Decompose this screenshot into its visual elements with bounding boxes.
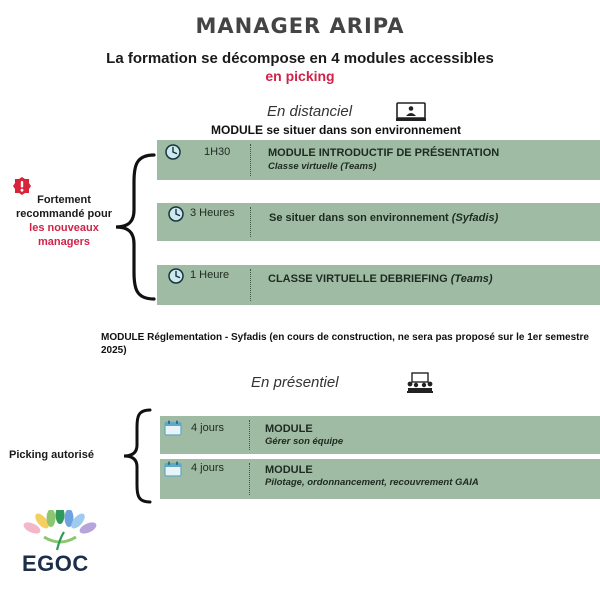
calendar-icon <box>164 461 182 477</box>
duration-label: 1H30 <box>204 146 231 158</box>
clock-icon <box>168 206 184 222</box>
module-subtitle: Classe virtuelle (Teams) <box>268 161 377 172</box>
module-title-text: Se situer dans son environnement <box>269 212 449 224</box>
module-heading-distanciel: MODULE se situer dans son environnement <box>211 123 462 137</box>
subtitle-accent: en picking <box>265 68 335 84</box>
leaf-logo-icon <box>20 510 100 554</box>
recommendation-text <box>0 193 128 249</box>
recommendation-accent <box>0 221 128 249</box>
module-title <box>268 273 493 285</box>
calendar-icon <box>164 420 182 436</box>
module-band-debriefing <box>157 265 600 305</box>
module-band-intro <box>157 140 600 180</box>
recommendation-line: Fortement <box>37 194 91 206</box>
duration-label: 3 Heures <box>190 207 235 219</box>
logo-text: EGOC <box>22 551 89 576</box>
module-title: MODULE <box>265 464 313 476</box>
duration-label: 4 jours <box>191 462 225 474</box>
picking-label: Picking autorisé <box>9 449 94 461</box>
meeting-group-icon <box>405 372 435 394</box>
module-title-text: CLASSE VIRTUELLE DEBRIEFING <box>268 273 448 285</box>
module-title: MODULE INTRODUCTIF DE PRÉSENTATION <box>268 147 500 159</box>
dotted-separator <box>249 420 250 450</box>
module-title: MODULE <box>265 423 313 435</box>
module-heading-reglementation: MODULE Réglementation - Syfadis (en cours de construction, ne sera pas proposé sur le 1er semestre 2025) <box>101 332 589 356</box>
module-subtitle: Pilotage, ordonnancement, recouvrement GAIA <box>265 477 479 488</box>
subtitle: La formation se décompose en 4 modules accessibles <box>106 50 494 67</box>
duration-label: 4 jours <box>191 422 225 434</box>
presentiel-label: En présentiel <box>251 374 339 391</box>
page-title: MANAGER ARIPA <box>195 14 405 38</box>
computer-presenter-icon <box>396 102 426 122</box>
distanciel-label: En distanciel <box>267 103 353 120</box>
recommendation-accent-line: les nouveaux <box>29 222 99 234</box>
module-title-suffix: (Teams) <box>450 273 493 285</box>
module-title <box>269 212 498 224</box>
dotted-separator <box>250 207 251 237</box>
module-subtitle: Gérer son équipe <box>265 436 344 447</box>
clock-icon <box>165 144 181 160</box>
module-band-pilotage <box>160 459 600 499</box>
recommendation-line: recommandé pour <box>16 208 112 220</box>
duration-label: 1 Heure <box>190 269 230 281</box>
module-title-suffix: (Syfadis) <box>451 212 499 224</box>
module-band-environnement <box>157 203 600 241</box>
dotted-separator <box>249 463 250 495</box>
module-band-gerer-equipe <box>160 416 600 454</box>
curly-brace-presentiel <box>120 407 154 505</box>
clock-icon <box>168 268 184 284</box>
dotted-separator <box>250 144 251 176</box>
dotted-separator <box>250 269 251 301</box>
recommendation-accent-line: managers <box>38 236 90 248</box>
